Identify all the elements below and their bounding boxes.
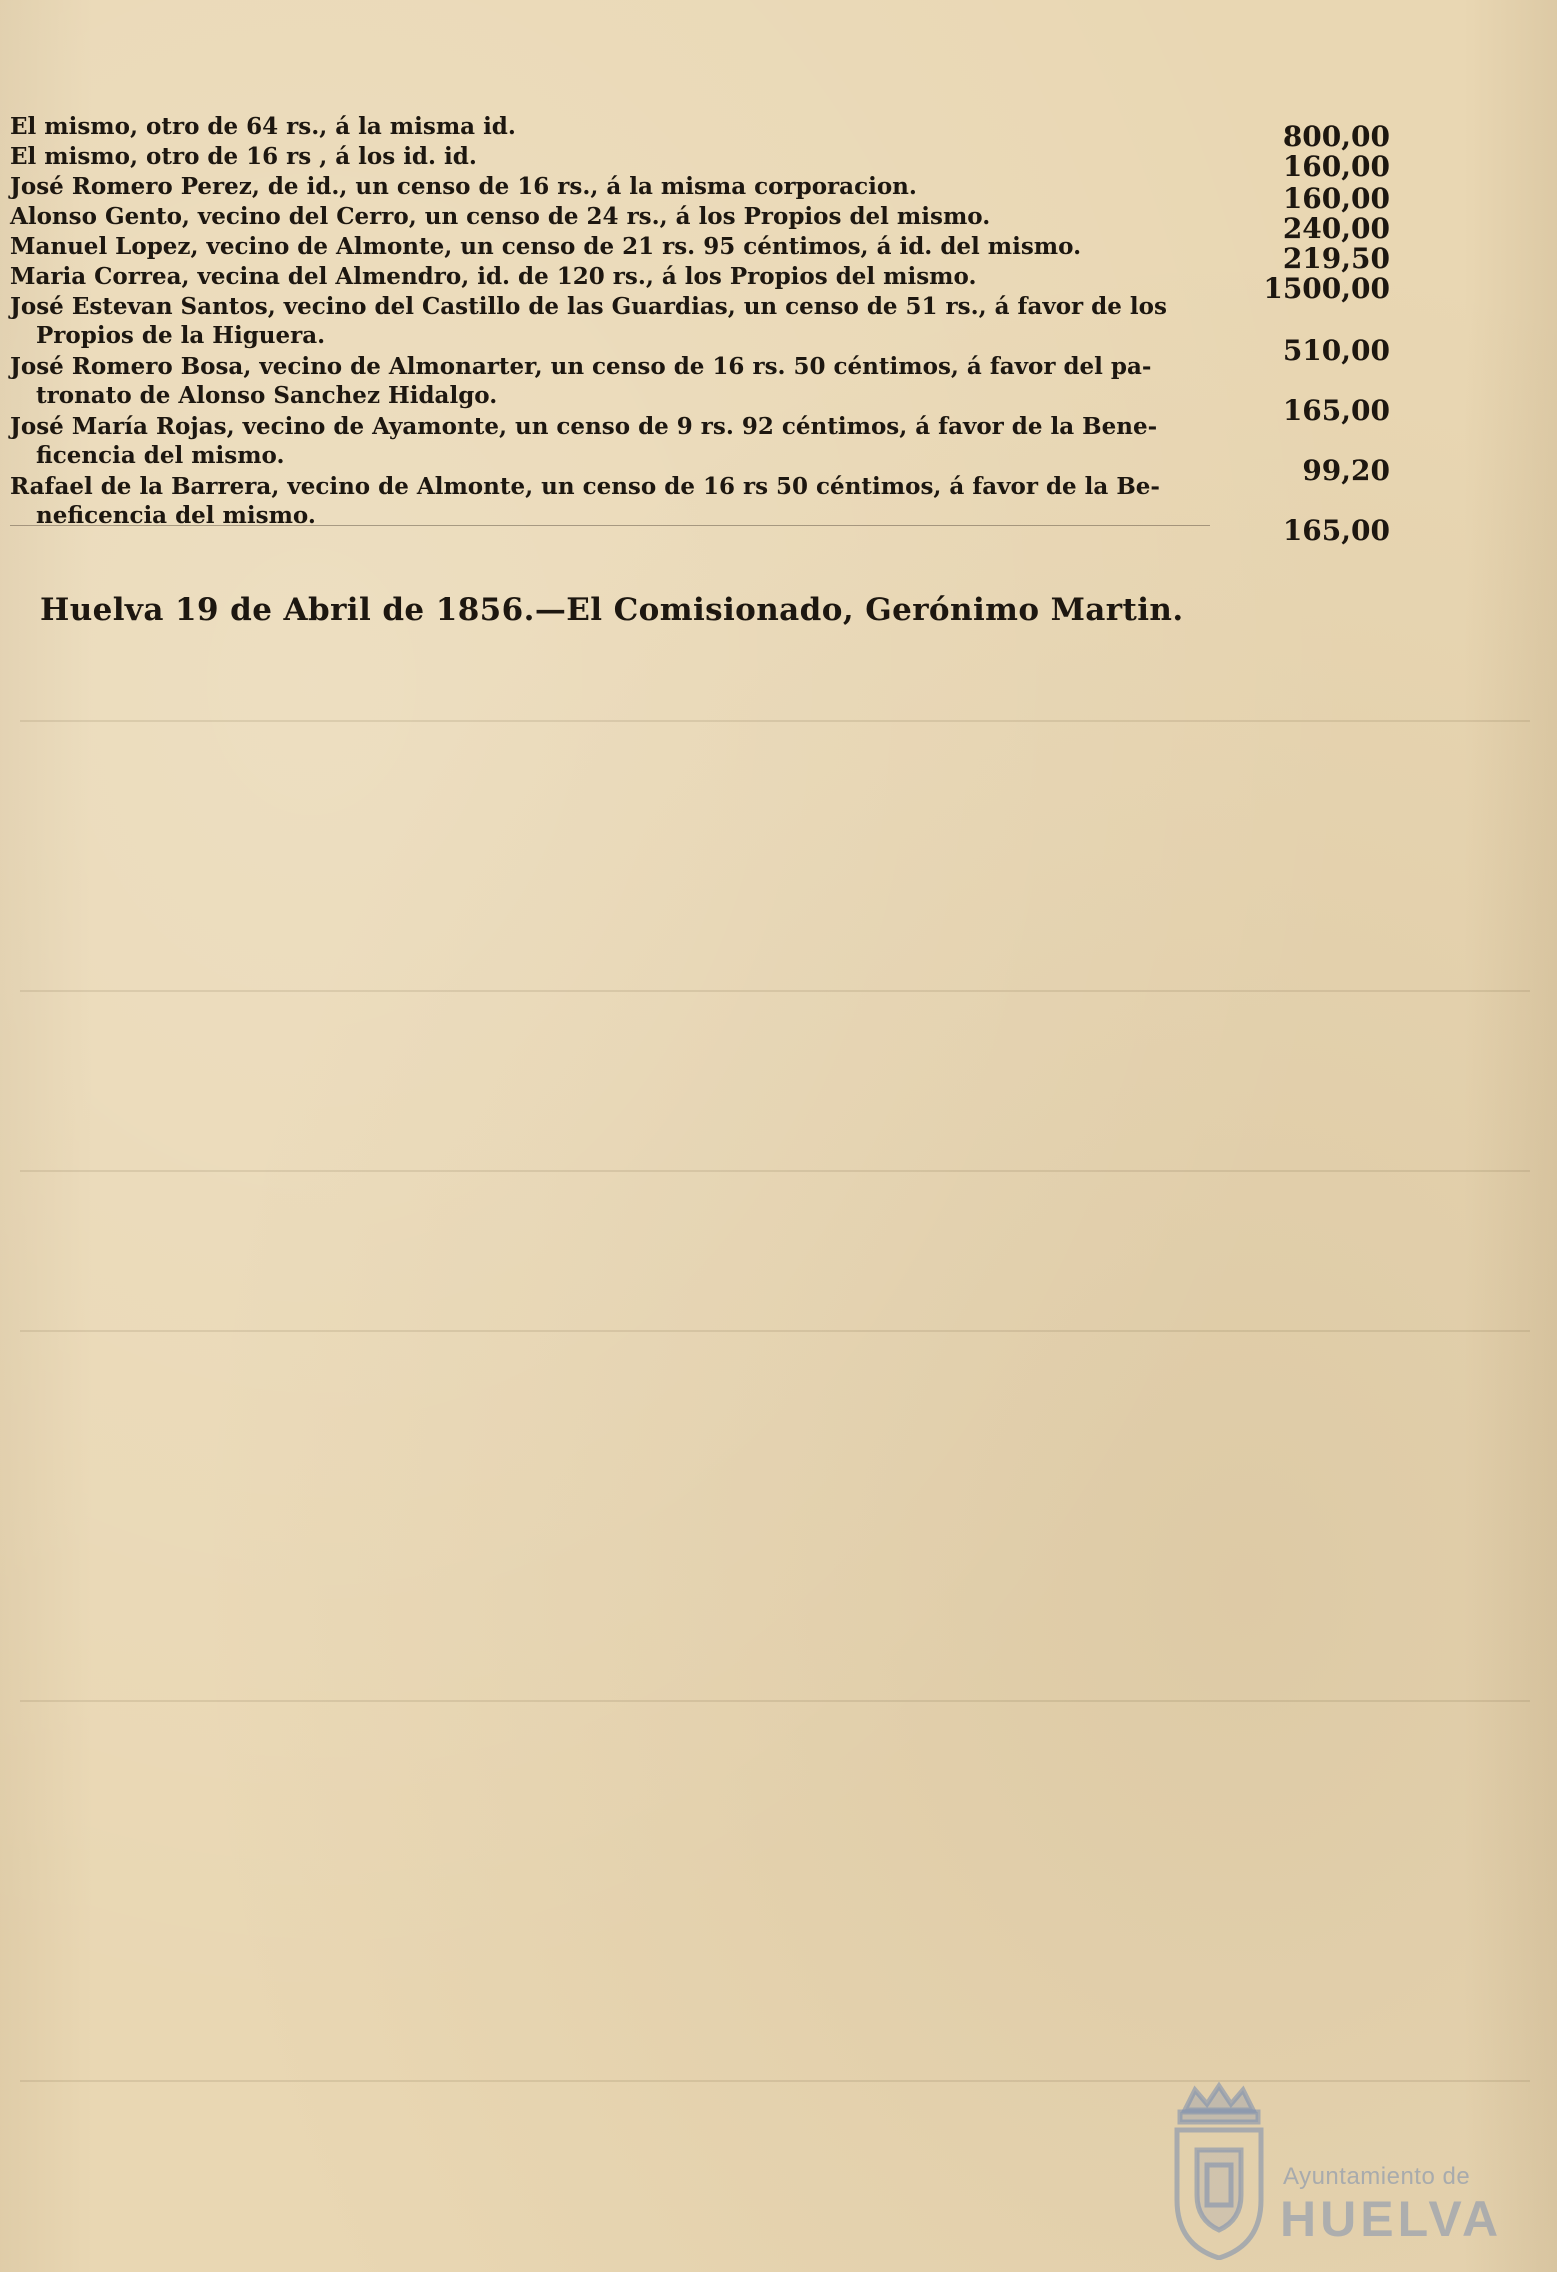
signature-signer: —El Comisionado, Gerónimo Martin.: [534, 592, 1184, 628]
list-item: [10, 142, 1390, 183]
entry-amount: 1500,00: [1263, 272, 1390, 305]
entry-description-continued: Propios de la Higuera.: [36, 322, 326, 349]
entry-description: José Romero Perez, de id., un censo de 16 rs., á la misma corporacion.: [10, 173, 917, 200]
entry-description: Manuel Lopez, vecino de Almonte, un censo de 21 rs. 95 céntimos, á id. del mismo.: [10, 233, 1082, 260]
entry-description: El mismo, otro de 16 rs , á los id. id.: [10, 143, 477, 170]
entry-amount: 160,00: [1282, 150, 1390, 183]
list-item: [10, 202, 1390, 245]
signature-line: [40, 592, 1184, 628]
entry-description: Alonso Gento, vecino del Cerro, un censo de 24 rs., á los Propios del mismo.: [10, 203, 991, 230]
entry-description-continued: neficencia del mismo.: [36, 502, 316, 529]
entry-amount: 510,00: [1282, 334, 1390, 367]
entry-amount: 165,00: [1282, 514, 1390, 547]
list-item: [10, 232, 1390, 275]
entry-description: José María Rojas, vecino de Ayamonte, un censo de 9 rs. 92 céntimos, á favor de la Bene-: [10, 413, 1158, 440]
censo-entries-list: [10, 112, 1390, 547]
list-item: [10, 112, 1390, 153]
entry-description-continued: tronato de Alonso Sanchez Hidalgo.: [36, 382, 498, 409]
list-item: [10, 262, 1390, 305]
entry-amount: 99,20: [1302, 454, 1390, 487]
entry-description-continued: ficencia del mismo.: [36, 442, 285, 469]
entry-description: El mismo, otro de 64 rs., á la misma id.: [10, 113, 516, 140]
signature-place-date: Huelva 19 de Abril de 1856.: [40, 592, 535, 628]
watermark-line1: Ayuntamiento de: [1283, 2163, 1471, 2190]
watermark-line2: HUELVA: [1280, 2191, 1503, 2247]
entry-description: Maria Correa, vecina del Almendro, id. de 120 rs., á los Propios del mismo.: [10, 263, 977, 290]
list-item: [10, 172, 1390, 215]
entry-amount: 240,00: [1282, 212, 1390, 245]
entry-amount: 165,00: [1282, 394, 1390, 427]
entry-description: Rafael de la Barrera, vecino de Almonte, un censo de 16 rs 50 céntimos, á favor de la Be-: [10, 473, 1160, 500]
entry-amount: 160,00: [1282, 182, 1390, 215]
entry-description: José Estevan Santos, vecino del Castillo de las Guardias, un censo de 51 rs., á favor de los: [10, 293, 1167, 320]
divider: [10, 525, 1210, 526]
bleed-through-rules: [20, 700, 1530, 2150]
entry-amount: 219,50: [1282, 242, 1390, 275]
entry-description: José Romero Bosa, vecino de Almonarter, un censo de 16 rs. 50 céntimos, á favor del pa-: [10, 353, 1152, 380]
entry-amount: 800,00: [1282, 120, 1390, 153]
